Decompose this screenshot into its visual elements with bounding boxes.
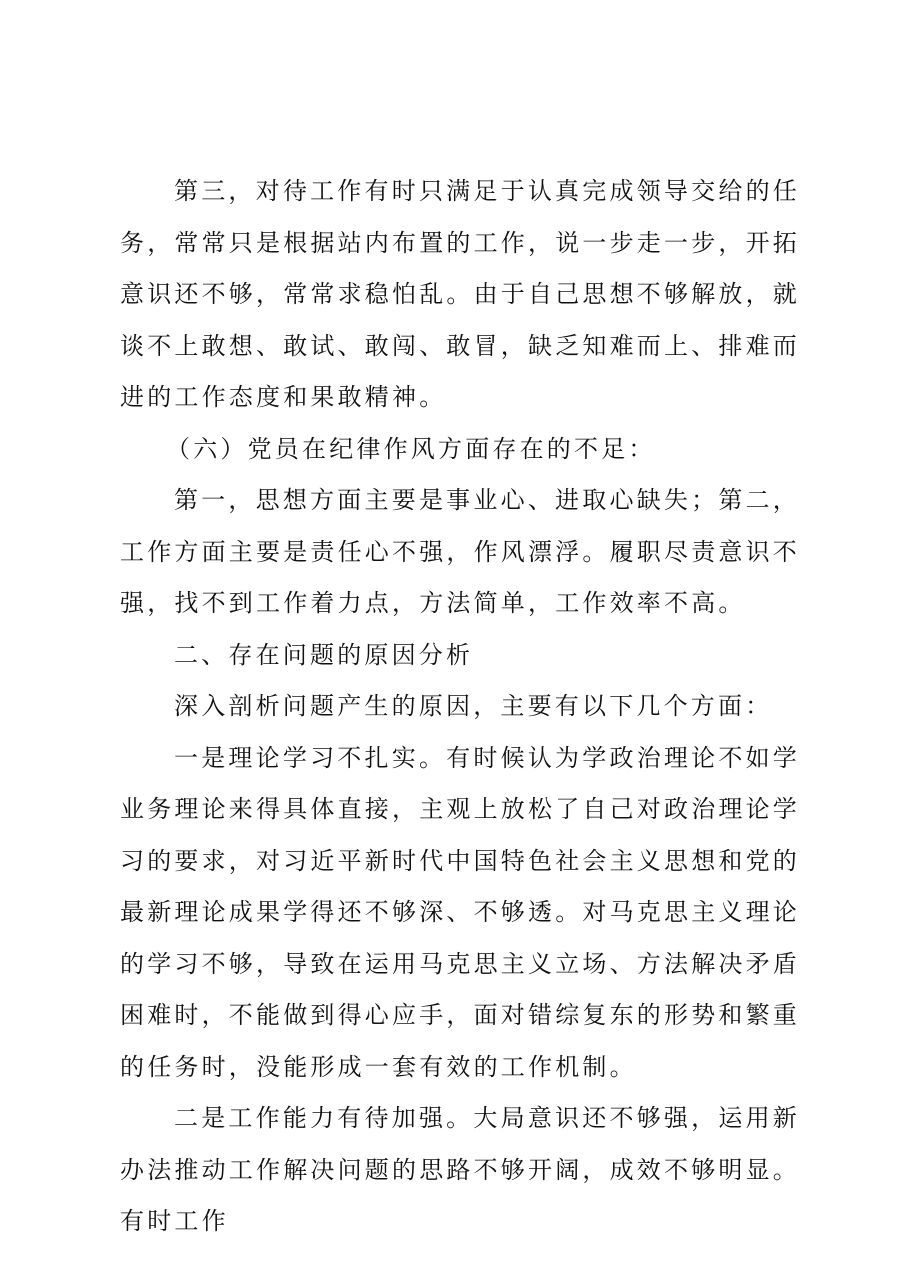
paragraph-theory-study: 一是理论学习不扎实。有时候认为学政治理论不如学业务理论来得具体直接，主观上放松了自己对政治理论学习的要求，对习近平新时代中国特色社会主义思想和党的最新理论成果学得还不够深、不够透。对马克思主义理论的学习不够，导致在运用马克思主义立场、方法解决矛盾困难时，不能做到得心应手，面对错综复东的形势和繁重的任务时，没能形成一套有效的工作机制。: [120, 743, 800, 1081]
paragraph-cause-intro: 深入剖析问题产生的原因，主要有以下几个方面：: [174, 692, 773, 720]
paragraph-discipline-issues: 第一，思想方面主要是事业心、进取心缺失；第二，工作方面主要是责任心不强，作风漂浮。履职尽责意识不强，找不到工作着力点，方法简单，工作效率不高。: [120, 486, 800, 617]
section-heading-cause-analysis: 二、存在问题的原因分析: [174, 640, 474, 669]
section-heading-discipline: （六）党员在纪律作风方面存在的不足：: [166, 434, 656, 463]
paragraph-work-ability: 二是工作能力有待加强。大局意识还不够强，运用新办法推动工作解决问题的思路不够开阔，成效不够明显。有时工作: [120, 1104, 800, 1235]
paragraph-third-point: 第三，对待工作有时只满足于认真完成领导交给的任务，常常只是根据站内布置的工作，说一步走一步，开拓意识还不够，常常求稳怕乱。由于自己思想不够解放，就谈不上敢想、敢试、敢闯、敢冒，缺乏知难而上、排难而进的工作态度和果敢精神。: [120, 177, 800, 411]
document-body: [120, 166, 800, 1248]
